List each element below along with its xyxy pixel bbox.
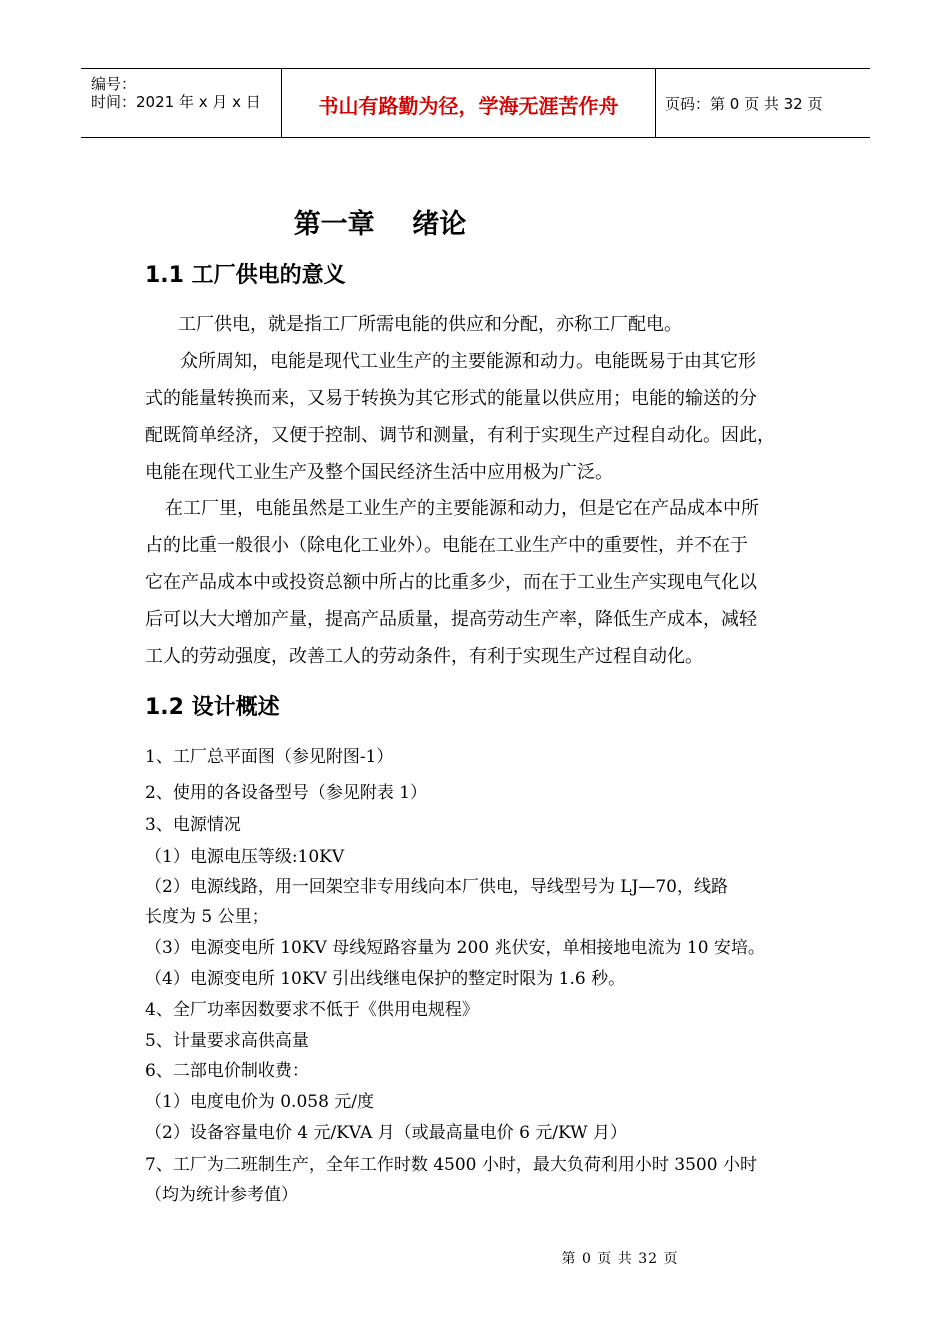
list-item: 3、电源情况: [145, 815, 241, 835]
number-label: 编号：: [91, 75, 137, 93]
paragraph-line: 占的比重一般很小（除电化工业外）。电能在工业生产中的重要性，并不在于: [145, 535, 748, 556]
list-item: （1）电度电价为 0.058 元/度: [145, 1092, 375, 1112]
paragraph-line: 工人的劳动强度，改善工人的劳动条件，有利于实现生产过程自动化。: [145, 646, 703, 667]
list-item: （均为统计参考值）: [145, 1185, 298, 1205]
header-meta-cell: [81, 69, 281, 137]
list-item: （4）电源变电所 10KV 引出线继电保护的整定时限为 1.6 秒。: [145, 969, 626, 989]
paragraph-line: 在工厂里，电能虽然是工业生产的主要能源和动力，但是它在产品成本中所: [165, 498, 759, 519]
header-motto-cell: [281, 69, 656, 137]
list-item: （2）设备容量电价 4 元/KVA 月（或最高量电价 6 元/KW 月）: [145, 1123, 627, 1143]
section-2-heading: 1.2 设计概述: [145, 695, 280, 720]
page-footer: 第 0 页 共 32 页: [561, 1251, 679, 1267]
page-info: 页码：第 0 页 共 32 页: [665, 95, 823, 113]
list-item: （3）电源变电所 10KV 母线短路容量为 200 兆伏安，单相接地电流为 10 安培。: [145, 938, 765, 958]
list-item: （1）电源电压等级:10KV: [145, 847, 345, 867]
header-table: [81, 68, 870, 138]
list-item: （2）电源线路，用一回架空非专用线向本厂供电，导线型号为 LJ—70，线路: [145, 877, 728, 897]
paragraph-line: 电能在现代工业生产及整个国民经济生活中应用极为广泛。: [145, 462, 613, 483]
section-1-heading: 1.1 工厂供电的意义: [145, 263, 346, 288]
list-item: 7、工厂为二班制生产，全年工作时数 4500 小时，最大负荷利用小时 3500 小时: [145, 1155, 757, 1175]
chapter-title: 第一章 绪论: [293, 209, 467, 240]
time-label: 时间：2021 年 x 月 x 日: [91, 93, 261, 111]
paragraph-line: 它在产品成本中或投资总额中所占的比重多少，而在于工业生产实现电气化以: [145, 572, 757, 593]
header-page-cell: [655, 69, 870, 137]
list-item: 1、工厂总平面图（参见附图-1）: [145, 747, 394, 767]
paragraph-line: 后可以大大增加产量，提高产品质量，提高劳动生产率，降低生产成本，减轻: [145, 609, 757, 630]
paragraph-line: 式的能量转换而来，又易于转换为其它形式的能量以供应用；电能的输送的分: [145, 388, 757, 409]
list-item: 4、全厂功率因数要求不低于《供用电规程》: [145, 1000, 479, 1020]
motto: 书山有路勤为径，学海无涯苦作舟: [318, 94, 619, 118]
paragraph-line: 工厂供电，就是指工厂所需电能的供应和分配，亦称工厂配电。: [178, 314, 682, 335]
paragraph-line: 配既简单经济，又便于控制、调节和测量，有利于实现生产过程自动化。因此，: [145, 425, 775, 446]
list-item: 长度为 5 公里；: [145, 907, 269, 927]
list-item: 2、使用的各设备型号（参见附表 1）: [145, 783, 428, 803]
paragraph-line: 众所周知，电能是现代工业生产的主要能源和动力。电能既易于由其它形: [180, 351, 756, 372]
list-item: 6、二部电价制收费：: [145, 1061, 309, 1081]
list-item: 5、计量要求高供高量: [145, 1031, 309, 1051]
